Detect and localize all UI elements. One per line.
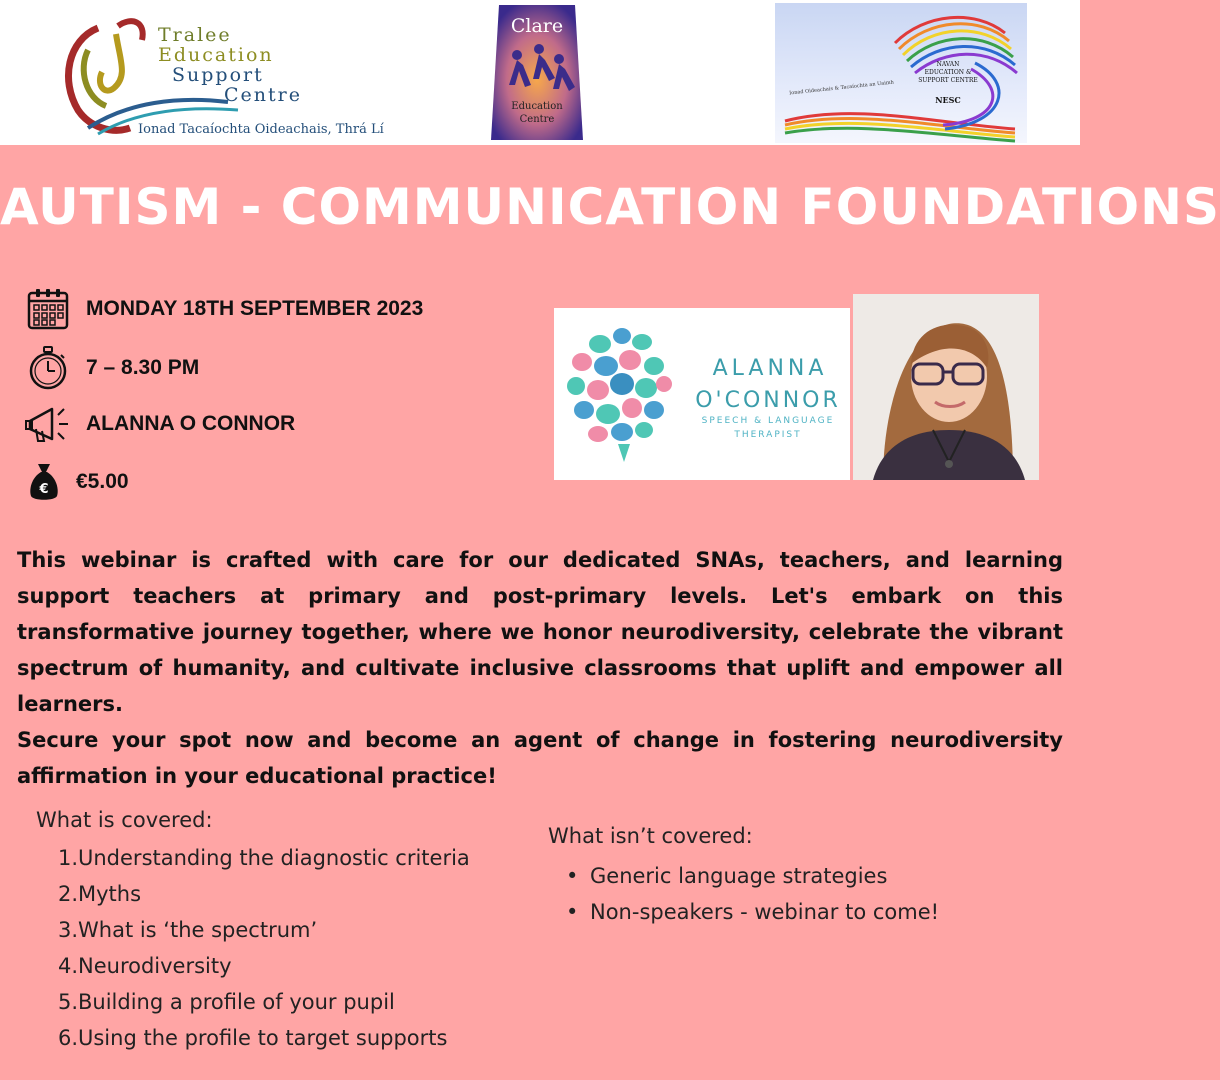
event-presenter: ALANNA O CONNOR <box>86 412 296 435</box>
list-item <box>566 894 939 930</box>
stopwatch-icon <box>24 345 72 391</box>
list-item <box>52 876 470 912</box>
list-item <box>52 984 470 1020</box>
tralee-line-1: Tralee <box>158 24 232 46</box>
card-role-line-1: SPEECH & LANGUAGE <box>701 416 835 426</box>
event-price-row <box>24 459 129 505</box>
tralee-line-2: Education <box>158 44 274 66</box>
header-logo-bar <box>0 0 1080 145</box>
list-item-number: 5. <box>57 990 78 1014</box>
list-item-text: Myths <box>78 882 142 906</box>
bullet-icon: • <box>566 864 579 888</box>
list-item <box>52 948 470 984</box>
page-title: AUTISM - COMMUNICATION FOUNDATIONS <box>0 178 1220 236</box>
tralee-line-3: Support <box>172 64 264 86</box>
list-item-text: What is ‘the spectrum’ <box>78 918 318 942</box>
card-role-line-2: THERAPIST <box>734 430 802 440</box>
presenter-logo-card <box>554 308 850 480</box>
event-date-row <box>24 286 423 332</box>
list-item <box>566 858 939 894</box>
list-item-number: 2. <box>57 882 78 906</box>
navan-rainbow-icon <box>775 3 1027 143</box>
tralee-line-4: Centre <box>224 84 302 106</box>
not-covered-heading: What isn’t covered: <box>548 824 753 848</box>
event-date: MONDAY 18TH SEPTEMBER 2023 <box>86 297 424 320</box>
card-name-last: O'CONNOR <box>695 388 841 413</box>
clare-logo <box>487 5 587 140</box>
navan-line-3: SUPPORT CENTRE <box>918 77 978 84</box>
covered-list <box>52 840 470 1056</box>
list-item <box>52 1020 470 1056</box>
clare-subtitle <box>487 100 587 126</box>
clare-line-2: Centre <box>519 114 555 125</box>
tralee-name <box>158 25 302 105</box>
bullet-icon: • <box>566 900 579 924</box>
list-item-text: Understanding the diagnostic criteria <box>78 846 470 870</box>
event-description <box>17 542 1063 794</box>
svg-text:€: € <box>39 482 49 497</box>
money-bag-icon <box>24 459 64 505</box>
navan-line-2: EDUCATION & <box>924 69 972 76</box>
event-time-row <box>24 345 199 391</box>
navan-abbrev: NESC <box>935 95 961 105</box>
speech-bubbles-icon <box>560 322 700 472</box>
calendar-icon <box>24 286 72 332</box>
description-paragraph-1: This webinar is crafted with care for our dedicated SNAs, teachers, and learning support teachers at primary and post-primary levels. Let's embark on this transformative journey together, where we honor neurodiversity, celebrate the vibrant spectrum of humanity, and cultivate inclusive classrooms that uplift and empower all learners. <box>17 548 1063 716</box>
event-presenter-row <box>24 401 295 447</box>
description-paragraph-2: Secure your spot now and become an agent of change in fostering neurodiversity affirmation in your educational practice! <box>17 728 1063 788</box>
covered-heading: What is covered: <box>36 808 213 832</box>
list-item-text: Generic language strategies <box>590 864 888 888</box>
megaphone-icon <box>24 401 72 447</box>
clare-title: Clare <box>510 15 564 37</box>
list-item-text: Neurodiversity <box>78 954 232 978</box>
presenter-photo <box>853 294 1039 480</box>
event-time: 7 – 8.30 PM <box>86 356 200 379</box>
card-name-first: ALANNA <box>712 356 828 381</box>
tralee-subtitle: Ionad Tacaíochta Oideachais, Thrá Lí <box>138 122 384 137</box>
list-item <box>52 840 470 876</box>
list-item-text: Non-speakers - webinar to come! <box>590 900 940 924</box>
list-item <box>52 912 470 948</box>
list-item-number: 3. <box>57 918 78 942</box>
list-item-text: Building a profile of your pupil <box>78 990 395 1014</box>
tralee-logo <box>58 10 384 140</box>
tralee-emblem-icon <box>58 10 168 140</box>
navan-line-1: NAVAN <box>936 61 960 68</box>
list-item-text: Using the profile to target supports <box>78 1026 448 1050</box>
navan-name <box>913 61 983 85</box>
list-item-number: 4. <box>57 954 78 978</box>
list-item-number: 6. <box>57 1026 78 1050</box>
presenter-portrait-icon <box>853 294 1039 480</box>
not-covered-list <box>566 858 939 930</box>
list-item-number: 1. <box>57 846 78 870</box>
navan-irish-name: Ionad Oideachais & Tacaíochta an Uaimh <box>788 79 895 97</box>
navan-logo <box>775 3 1027 143</box>
clare-line-1: Education <box>511 101 563 112</box>
event-price: €5.00 <box>76 470 129 493</box>
